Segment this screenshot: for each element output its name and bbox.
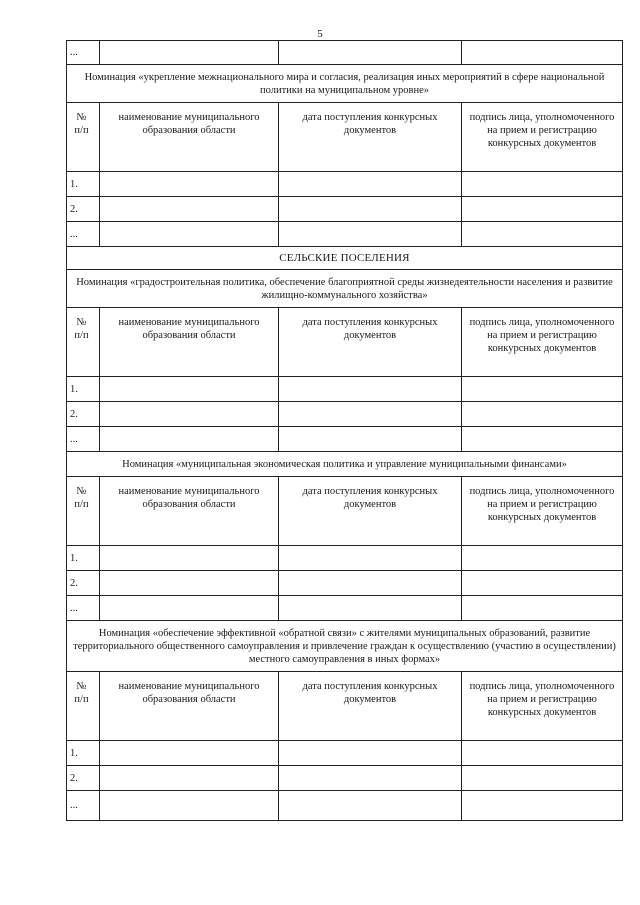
row-number: 2. xyxy=(67,197,100,222)
table-row xyxy=(67,571,623,596)
row-number: 2. xyxy=(67,402,100,427)
header-name: наименование муниципального образования области xyxy=(100,308,279,377)
nomination-row xyxy=(67,621,623,672)
header-sign: подпись лица, уполномоченного на прием и регистрацию конкурсных документов xyxy=(462,308,623,377)
header-num: № п/п xyxy=(67,308,100,377)
row-number: ... xyxy=(67,41,100,65)
header-name: наименование муниципального образования области xyxy=(100,672,279,741)
cell-date xyxy=(279,41,462,65)
table-row xyxy=(67,596,623,621)
header-sign: подпись лица, уполномоченного на прием и регистрацию конкурсных документов xyxy=(462,477,623,546)
nomination-title: Номинация «обеспечение эффективной «обратной связи» с жителями муниципальных образований, развитие территориального общественного самоуправления и привлечение граждан к осуществлению (участию в осуществлении) местного самоуправления в иных формах» xyxy=(67,621,623,672)
row-number: ... xyxy=(67,791,100,821)
table-row xyxy=(67,546,623,571)
section-row xyxy=(67,247,623,270)
registration-table xyxy=(66,40,623,821)
header-name: наименование муниципального образования области xyxy=(100,103,279,172)
header-num: № п/п xyxy=(67,477,100,546)
row-number: ... xyxy=(67,427,100,452)
header-row xyxy=(67,308,623,377)
table-row xyxy=(67,41,623,65)
table-row xyxy=(67,791,623,821)
nomination-row xyxy=(67,270,623,308)
table-row xyxy=(67,427,623,452)
table-row xyxy=(67,172,623,197)
header-date: дата поступления конкурсных документов xyxy=(279,308,462,377)
table-row xyxy=(67,377,623,402)
header-num: № п/п xyxy=(67,103,100,172)
row-number: ... xyxy=(67,222,100,247)
row-number: ... xyxy=(67,596,100,621)
header-num: № п/п xyxy=(67,672,100,741)
cell-name xyxy=(100,41,279,65)
table-row xyxy=(67,766,623,791)
row-number: 2. xyxy=(67,766,100,791)
row-number: 1. xyxy=(67,172,100,197)
row-number: 1. xyxy=(67,546,100,571)
header-date: дата поступления конкурсных документов xyxy=(279,103,462,172)
header-date: дата поступления конкурсных документов xyxy=(279,672,462,741)
nomination-title: Номинация «укрепление межнационального мира и согласия, реализация иных мероприятий в сфере национальной политики на муниципальном уровне» xyxy=(67,65,623,103)
header-name: наименование муниципального образования области xyxy=(100,477,279,546)
header-sign: подпись лица, уполномоченного на прием и регистрацию конкурсных документов xyxy=(462,672,623,741)
header-sign: подпись лица, уполномоченного на прием и регистрацию конкурсных документов xyxy=(462,103,623,172)
row-number: 1. xyxy=(67,377,100,402)
table-row xyxy=(67,197,623,222)
page-number: 5 xyxy=(317,28,323,40)
nomination-row xyxy=(67,65,623,103)
header-row xyxy=(67,103,623,172)
table-row xyxy=(67,222,623,247)
row-number: 2. xyxy=(67,571,100,596)
header-row xyxy=(67,672,623,741)
table-row xyxy=(67,741,623,766)
section-title: СЕЛЬСКИЕ ПОСЕЛЕНИЯ xyxy=(67,247,623,270)
row-number: 1. xyxy=(67,741,100,766)
header-date: дата поступления конкурсных документов xyxy=(279,477,462,546)
nomination-title: Номинация «муниципальная экономическая политика и управление муниципальными финансами» xyxy=(67,452,623,477)
header-row xyxy=(67,477,623,546)
table-row xyxy=(67,402,623,427)
nomination-row xyxy=(67,452,623,477)
cell-signature xyxy=(462,41,623,65)
nomination-title: Номинация «градостроительная политика, обеспечение благоприятной среды жизнедеятельности населения и развитие жилищно-коммунального хозяйства» xyxy=(67,270,623,308)
